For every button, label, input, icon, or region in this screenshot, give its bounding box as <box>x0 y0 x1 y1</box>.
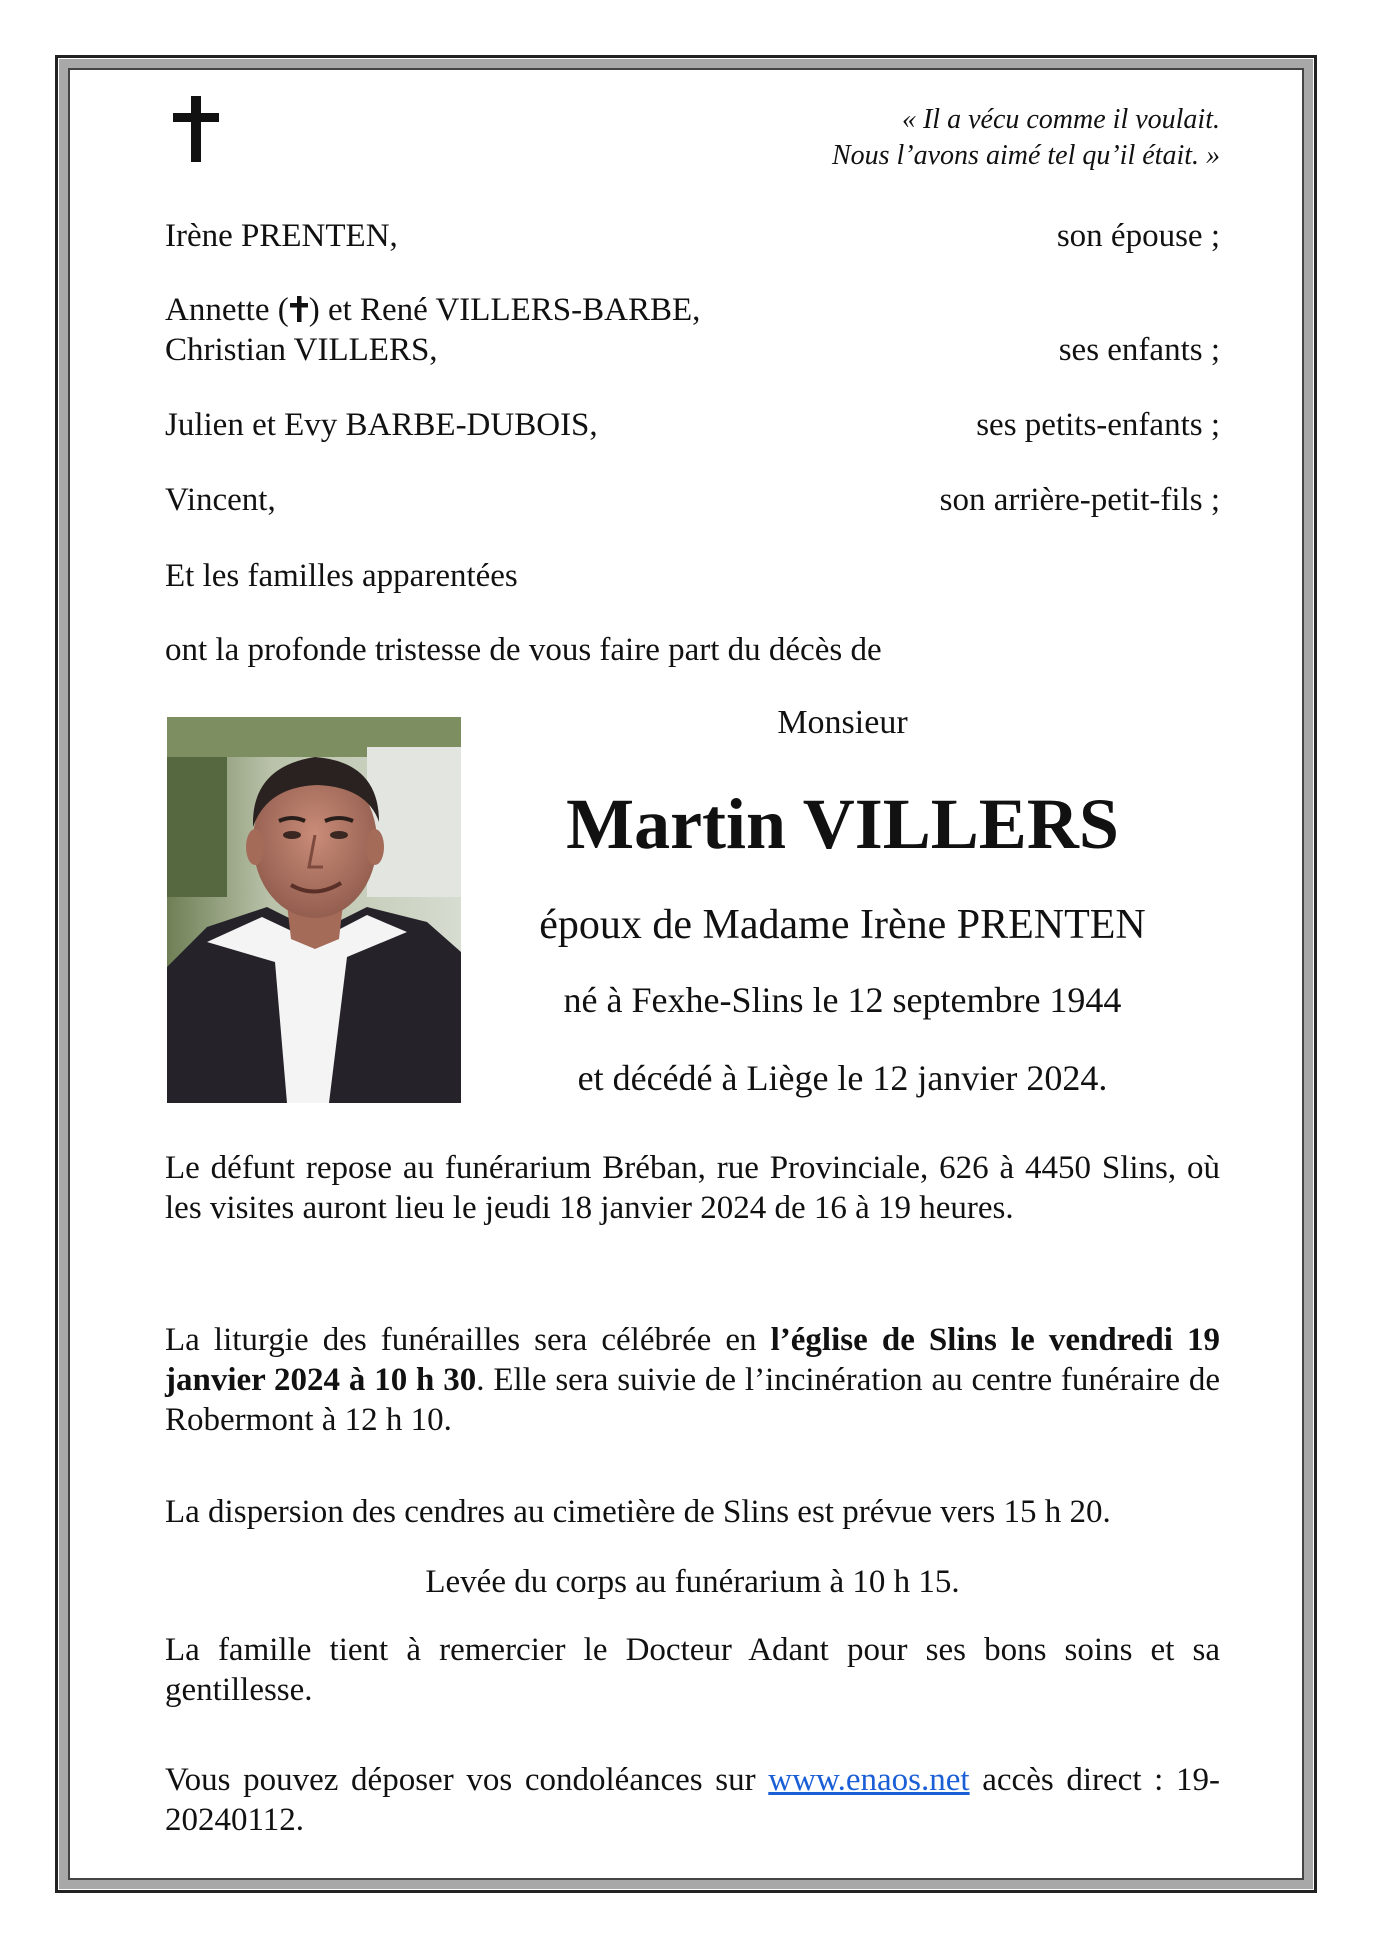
deceased-birth: né à Fexhe-Slins le 12 septembre 1944 <box>563 980 1122 1020</box>
children-relation: ses enfants ; <box>1058 332 1220 368</box>
children-line-1: Annette ( ) et René VILLERS-BARBE, <box>165 292 701 328</box>
great-grandchild-relation: son arrière-petit-fils ; <box>939 482 1220 518</box>
grandchildren-relation: ses petits-enfants ; <box>976 407 1220 443</box>
quote-line-1: « Il a vécu comme il voulait. <box>901 104 1220 135</box>
liturgy-paragraph: La liturgie des funérailles sera célébrée en l’église de Slins le vendredi 19 janvier 2024 à 10 h 30. Elle sera suivie de l’incinération au centre funéraire de Robermont à 12 h 10. <box>165 1322 1220 1438</box>
thanks-paragraph: La famille tient à remercier le Docteur Adant pour ses bons soins et sa gentillesse. <box>165 1632 1220 1708</box>
deceased-death: et décédé à Liège le 12 janvier 2024. <box>577 1058 1108 1098</box>
epitaph-quote <box>832 102 1220 174</box>
spouse-name: Irène PRENTEN, <box>165 218 398 254</box>
deceased-spouse-line: époux de Madame Irène PRENTEN <box>539 902 1146 948</box>
condolences-paragraph: Vous pouvez déposer vos condoléances sur www.enaos.net accès direct : 19-20240112. <box>165 1762 1220 1838</box>
dispersion-line: La dispersion des cendres au cimetière de Slins est prévue vers 15 h 20. <box>165 1494 1111 1530</box>
liturgy-bold: l’église de Slins le vendredi 19 janvier 2024 à 10 h 30 <box>165 1322 1220 1398</box>
small-cross-icon <box>289 295 309 323</box>
cross-icon <box>173 96 219 162</box>
visitation-paragraph: Le défunt repose au funérarium Bréban, rue Provinciale, 626 à 4450 Slins, où les visites auront lieu le jeudi 18 janvier 2024 de 16 à 19 heures. <box>165 1150 1220 1226</box>
grandchildren-name: Julien et Evy BARBE-DUBOIS, <box>165 407 598 443</box>
spouse-relation: son épouse ; <box>1056 218 1220 254</box>
great-grandchild-name: Vincent, <box>165 482 276 518</box>
children-line-2: Christian VILLERS, <box>165 332 438 368</box>
levee-line: Levée du corps au funérarium à 10 h 15. <box>425 1564 960 1600</box>
quote-line-2: Nous l’avons aimé tel qu’il était. » <box>831 140 1220 171</box>
family-children-row <box>165 290 1220 370</box>
deceased-title: Monsieur <box>777 704 908 741</box>
deceased-name: Martin VILLERS <box>566 784 1119 864</box>
portrait-photo <box>167 717 461 1103</box>
enaos-link[interactable]: www.enaos.net <box>768 1762 970 1798</box>
